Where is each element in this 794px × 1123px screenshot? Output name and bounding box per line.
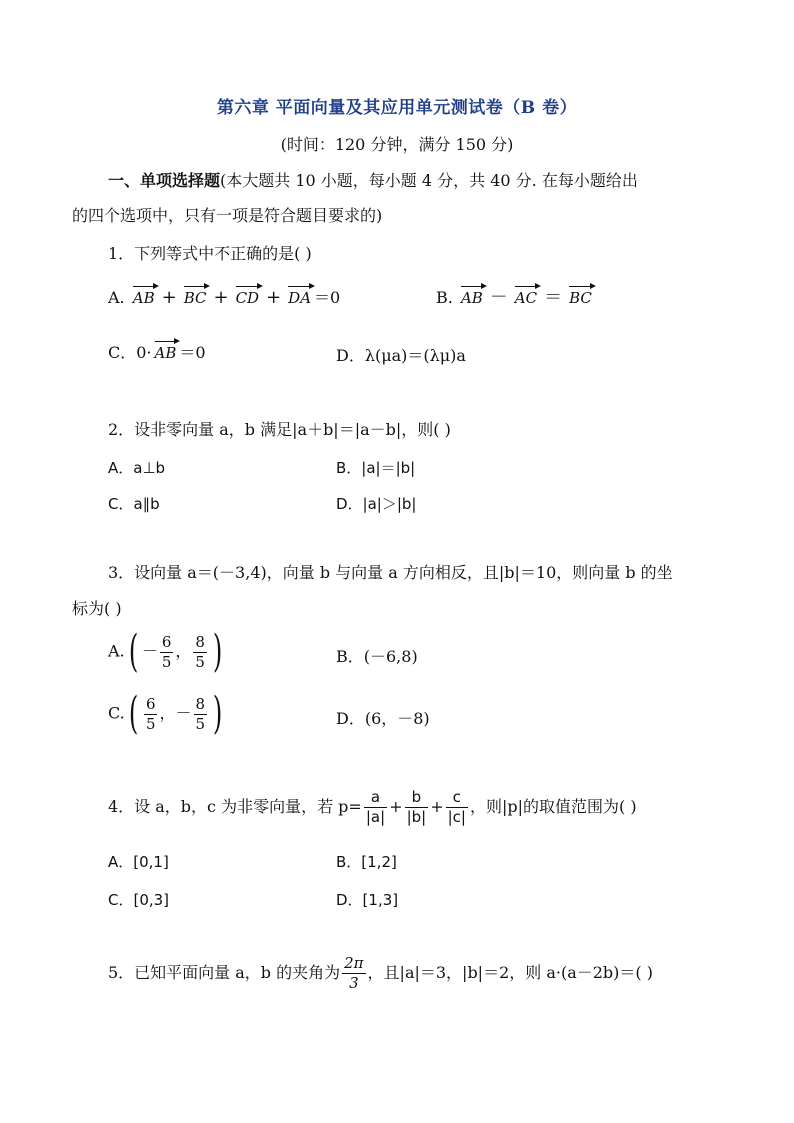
page-subtitle: (时间：120 分钟，满分 150 分) [280, 135, 514, 154]
minus-sign: － [489, 287, 508, 308]
plus-sign: + [430, 797, 444, 816]
vector-cd: CD [236, 283, 260, 307]
vector-ab: AB [461, 283, 483, 307]
vector-ab: AB [133, 283, 155, 307]
plus-sign: + [266, 287, 282, 308]
q5-stem-post: ，且|a|＝3，|b|＝2，则 a·(a－2b)＝( ) [367, 963, 653, 982]
q3-stem-2: 标为( ) [72, 599, 122, 618]
q2-stem: 2．设非零向量 a，b 满足|a＋b|＝|a－b|，则( ) [108, 420, 451, 439]
q3-option-b: B．(－6,8) [336, 647, 418, 666]
minus-sign: － [175, 703, 192, 723]
q4-stem-pre: 4．设 a，b，c 为非零向量，若 p= [108, 797, 362, 816]
q1-c-label: C．0· [108, 343, 152, 362]
q2-option-d: D．|a|＞|b| [336, 495, 417, 513]
q3-a-label: A. [108, 641, 125, 661]
q4-option-c: C．[0,3] [108, 891, 170, 909]
minus-sign: － [141, 641, 158, 661]
section-heading: 一、单项选择题 [108, 171, 221, 190]
q3-option-a [108, 626, 226, 677]
comma: ， [175, 641, 192, 661]
fraction: $\frac{2\pi}{3}$ [344, 954, 364, 992]
fraction: $\frac{c}{|c|}$ [447, 788, 466, 826]
plus-sign: + [161, 287, 177, 308]
equals-sign: ＝ [544, 287, 563, 308]
paren-left: ( [128, 688, 139, 739]
q3-option-d: D．(6，－8) [336, 709, 430, 728]
q1-option-b [436, 283, 595, 309]
q3-stem-1: 3．设向量 a＝(－3,4)，向量 b 与向量 a 方向相反，且|b|＝10，则向量 b 的坐 [108, 563, 673, 582]
plus-sign: + [389, 797, 403, 816]
q4-stem-post: ，则|p|的取值范围为( ) [469, 797, 637, 816]
q1-c-tail: ＝0 [179, 343, 206, 362]
q2-option-b: B．|a|＝|b| [336, 459, 416, 477]
q5-stem [108, 954, 653, 993]
paren-left: ( [128, 626, 138, 677]
section-desc-1: (本大题共 10 小题，每小题 4 分，共 40 分. 在每小题给出 [220, 171, 638, 190]
fraction: $\frac{b}{|b|}$ [406, 788, 427, 826]
q4-stem [108, 788, 637, 827]
vector-bc: BC [184, 283, 207, 307]
q4-option-d: D．[1,3] [336, 891, 399, 909]
paren-right: ) [212, 688, 223, 739]
plus-sign: + [213, 287, 229, 308]
q1-a-tail: ＝0 [314, 288, 341, 307]
vector-ab: AB [155, 338, 177, 362]
q1-option-d: D．λ(μa)＝(λμ)a [336, 346, 466, 365]
q1-option-a [108, 283, 340, 308]
q4-option-a: A．[0,1] [108, 853, 169, 871]
q1-b-label: B. [436, 288, 453, 307]
q2-option-a: A．a⊥b [108, 459, 166, 477]
paren-right: ) [212, 626, 223, 677]
vector-bc: BC [569, 283, 592, 307]
q3-option-c [108, 688, 226, 739]
section-desc-2: 的四个选项中，只有一项是符合题目要求的) [72, 206, 383, 225]
q1-a-label: A. [108, 288, 125, 307]
page-title: 第六章 平面向量及其应用单元测试卷（B 卷） [216, 98, 578, 118]
comma: ， [159, 703, 176, 723]
vector-da: DA [288, 283, 311, 307]
q5-stem-pre: 5．已知平面向量 a，b 的夹角为 [108, 963, 341, 982]
fraction: $\frac{6}{5}$ [145, 694, 156, 733]
q1-stem: 1．下列等式中不正确的是( ) [108, 244, 312, 263]
fraction: $\frac{8}{5}$ [195, 694, 206, 733]
q3-c-label: C. [108, 703, 125, 723]
q2-option-c: C．a∥b [108, 495, 160, 513]
fraction: $\frac{8}{5}$ [195, 632, 205, 671]
section-heading-line [108, 170, 638, 192]
fraction: $\frac{a}{|a|}$ [365, 788, 386, 826]
fraction: $\frac{6}{5}$ [161, 632, 172, 671]
q1-option-c [108, 338, 206, 363]
vector-ac: AC [515, 283, 537, 307]
q4-option-b: B．[1,2] [336, 853, 397, 871]
